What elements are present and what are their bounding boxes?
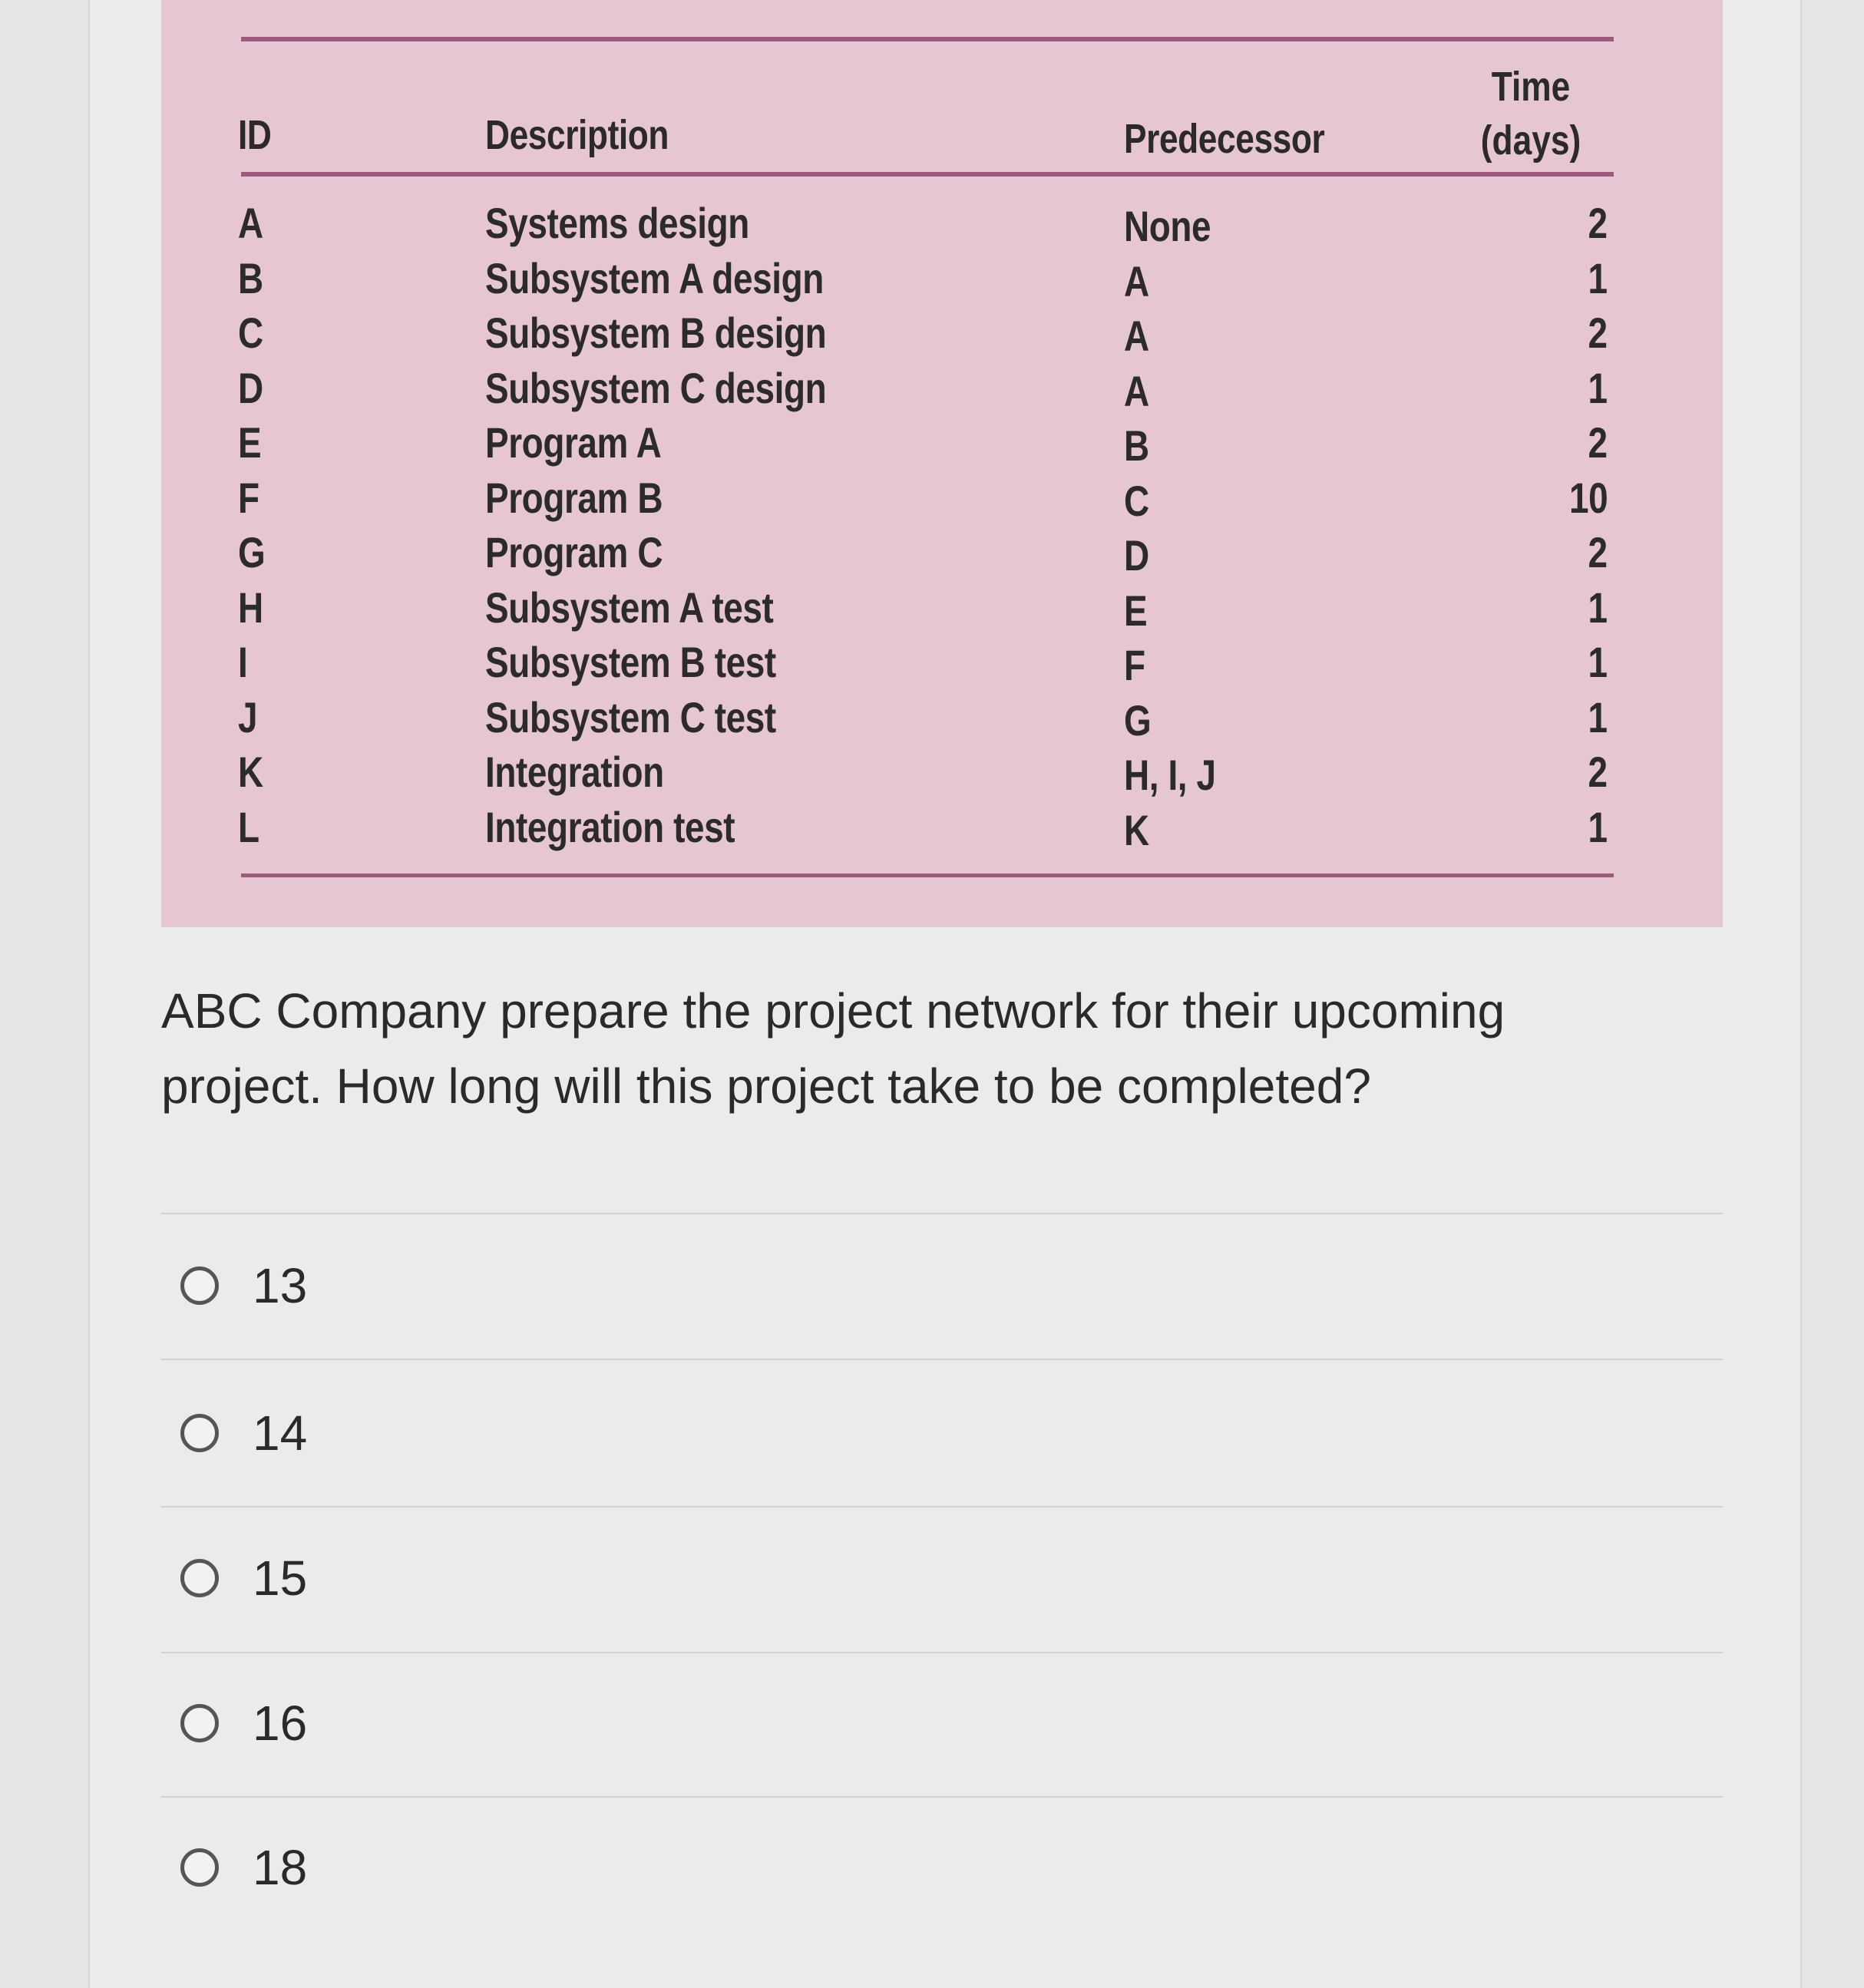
cell-description: Integration test	[485, 803, 735, 851]
header-description: Description	[485, 112, 669, 158]
options-top-divider	[161, 1213, 1723, 1214]
cell-predecessor: A	[1124, 312, 1149, 360]
cell-predecessor: C	[1124, 477, 1149, 525]
header-id: ID	[238, 112, 272, 158]
cell-id: L	[238, 803, 259, 851]
radio-icon[interactable]	[180, 1559, 219, 1597]
cell-time: 1	[1588, 583, 1608, 632]
option-divider	[161, 1506, 1723, 1508]
cell-predecessor: G	[1124, 696, 1152, 745]
cell-id: A	[238, 199, 263, 247]
header-predecessor: Predecessor	[1124, 116, 1325, 162]
cell-time: 2	[1588, 418, 1608, 467]
table-bottom-rule	[241, 873, 1614, 877]
option-13[interactable]	[180, 1243, 307, 1328]
cell-description: Subsystem A design	[485, 254, 824, 302]
cell-description: Subsystem C test	[485, 693, 776, 741]
cell-description: Integration	[485, 748, 664, 796]
radio-icon[interactable]	[180, 1848, 219, 1887]
option-15[interactable]	[180, 1536, 307, 1620]
cell-id: E	[238, 418, 262, 467]
cell-description: Program B	[485, 474, 663, 522]
radio-icon[interactable]	[180, 1266, 219, 1305]
cell-id: H	[238, 583, 263, 632]
header-time	[1468, 60, 1594, 167]
cell-description: Subsystem B design	[485, 309, 827, 357]
option-divider	[161, 1652, 1723, 1653]
cell-description: Subsystem A test	[485, 583, 774, 632]
cell-time: 1	[1588, 364, 1608, 412]
cell-description: Program C	[485, 528, 663, 576]
table-header-rule	[241, 172, 1614, 177]
radio-icon[interactable]	[180, 1704, 219, 1742]
cell-id: D	[238, 364, 263, 412]
cell-description: Subsystem B test	[485, 638, 776, 686]
cell-time: 2	[1588, 528, 1608, 576]
cell-time: 2	[1588, 309, 1608, 357]
cell-id: K	[238, 748, 263, 796]
question-text	[161, 973, 1666, 1124]
cell-time: 2	[1588, 748, 1608, 796]
option-label: 18	[253, 1840, 308, 1895]
cell-time: 1	[1588, 803, 1608, 851]
cell-time: 2	[1588, 199, 1608, 247]
cell-id: J	[238, 693, 258, 741]
cell-predecessor: E	[1124, 586, 1148, 635]
radio-icon[interactable]	[180, 1414, 219, 1452]
option-label: 14	[253, 1405, 308, 1461]
option-16[interactable]	[180, 1681, 307, 1765]
option-label: 16	[253, 1696, 308, 1751]
option-label: 13	[253, 1258, 308, 1313]
activity-table	[161, 0, 1723, 927]
cell-description: Subsystem C design	[485, 364, 827, 412]
cell-time: 10	[1568, 474, 1608, 522]
cell-description: Program A	[485, 418, 662, 467]
cell-id: C	[238, 309, 263, 357]
cell-time: 1	[1588, 693, 1608, 741]
cell-predecessor: H, I, J	[1124, 751, 1216, 799]
header-time-line1: Time	[1491, 64, 1571, 110]
option-divider	[161, 1796, 1723, 1798]
cell-predecessor: A	[1124, 367, 1149, 415]
cell-predecessor: None	[1124, 202, 1211, 250]
cell-time: 1	[1588, 638, 1608, 686]
cell-id: G	[238, 528, 266, 576]
option-label: 15	[253, 1550, 308, 1606]
cell-description: Systems design	[485, 199, 749, 247]
cell-id: I	[238, 638, 248, 686]
cell-predecessor: B	[1124, 421, 1149, 470]
cell-id: F	[238, 474, 259, 522]
option-18[interactable]	[180, 1825, 307, 1910]
cell-predecessor: K	[1124, 806, 1149, 854]
option-divider	[161, 1359, 1723, 1360]
cell-time: 1	[1588, 254, 1608, 302]
cell-predecessor: D	[1124, 531, 1149, 580]
question-line-2: project. How long will this project take to be completed?	[161, 1058, 1371, 1114]
cell-predecessor: F	[1124, 641, 1145, 689]
option-14[interactable]	[180, 1391, 307, 1475]
table-top-rule	[241, 37, 1614, 41]
question-line-1: ABC Company prepare the project network for their upcoming	[161, 983, 1505, 1039]
cell-id: B	[238, 254, 263, 302]
cell-predecessor: A	[1124, 257, 1149, 305]
header-time-line2: (days)	[1480, 117, 1581, 163]
